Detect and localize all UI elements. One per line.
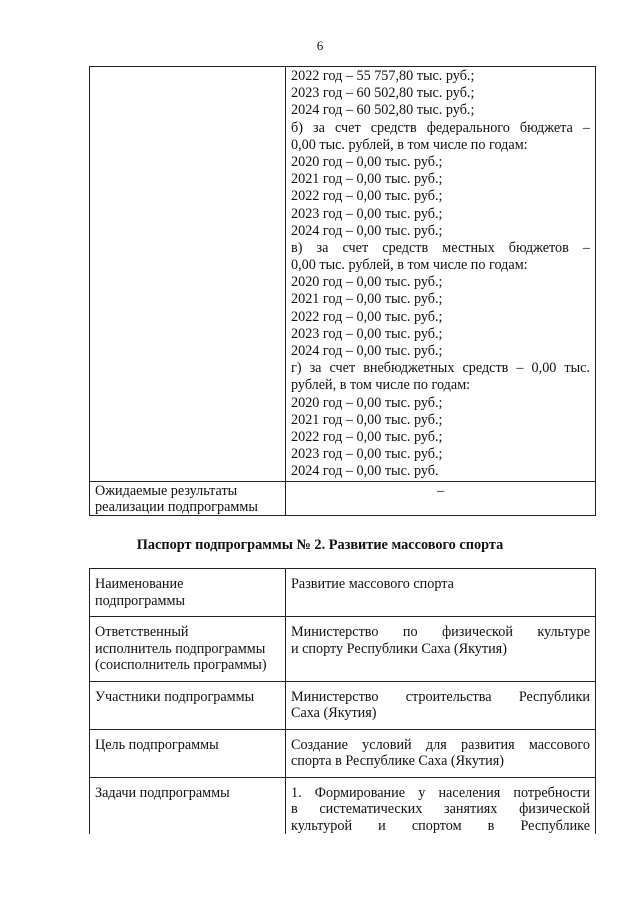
page-number: 6 — [316, 38, 324, 53]
expected-results-label-line: реализации подпрограммы — [95, 498, 258, 515]
value-line: Министерство по физической культуре — [291, 624, 590, 640]
funding-line: 2020 год – 0,00 тыс. руб.; — [291, 153, 443, 170]
expected-results-value: – — [286, 481, 596, 515]
funding-line: 2020 год – 0,00 тыс. руб.; — [291, 274, 443, 291]
passport-value-responsible — [286, 617, 596, 682]
value-line: 1. Формирование у населения потребности — [291, 784, 590, 801]
funding-line: 2024 год – 0,00 тыс. руб.; — [291, 222, 443, 239]
funding-line: 2024 год – 0,00 тыс. руб.; — [291, 343, 443, 359]
label-line: Ответственный — [95, 624, 189, 640]
passport-row-name — [90, 569, 596, 617]
funding-line: 2023 год – 0,00 тыс. руб.; — [291, 325, 443, 342]
funding-line: 2021 год – 0,00 тыс. руб.; — [291, 171, 443, 188]
expected-results-label-line: Ожидаемые результаты — [95, 482, 238, 499]
funding-line: в) за счет средств местных бюджетов – — [291, 239, 590, 256]
value-line: Создание условий для развития массового — [291, 736, 590, 753]
expected-results-row — [90, 481, 596, 515]
funding-line: 2021 год – 0,00 тыс. руб.; — [291, 291, 443, 308]
funding-line: рублей, в том числе по годам: — [291, 377, 471, 394]
passport-label-name — [90, 569, 286, 617]
funding-line: 2022 год – 0,00 тыс. руб.; — [291, 428, 443, 445]
funding-line: 2023 год – 60 502,80 тыс. руб.; — [291, 85, 475, 102]
funding-table — [89, 66, 596, 516]
funding-line: 2023 год – 0,00 тыс. руб.; — [291, 205, 443, 222]
funding-line: 0,00 тыс. рублей, в том числе по годам: — [291, 257, 528, 274]
funding-line: 2023 год – 0,00 тыс. руб.; — [291, 446, 443, 463]
passport-title: Паспорт подпрограммы № 2. Развитие массового спорта — [136, 537, 504, 553]
funding-line: 2024 год – 0,00 тыс. руб. — [291, 463, 439, 480]
passport-value-tasks — [286, 777, 596, 834]
passport-label-goal: Цель подпрограммы — [90, 729, 286, 777]
label-line: Наименование — [95, 576, 184, 592]
value-line: Министерство строительства Республики — [291, 688, 590, 705]
value-line: культурой и спортом в Республике — [291, 817, 590, 834]
funding-line: 2022 год – 0,00 тыс. руб.; — [291, 188, 443, 205]
funding-line: б) за счет средств федерального бюджета – — [291, 119, 590, 136]
value-line: и спорту Республики Саха (Якутия) — [291, 640, 507, 657]
expected-results-label — [90, 481, 286, 515]
funding-line: 2024 год – 60 502,80 тыс. руб.; — [291, 102, 475, 119]
funding-label-cell — [90, 67, 286, 482]
passport-row-responsible — [90, 617, 596, 682]
passport-label-tasks: Задачи подпрограммы — [90, 777, 286, 834]
funding-line: 0,00 тыс. рублей, в том числе по годам: — [291, 136, 528, 153]
funding-line: г) за счет внебюджетных средств – 0,00 тыс. — [291, 360, 590, 377]
value-line: спорта в Республике Саха (Якутия) — [291, 753, 504, 769]
value-line: в систематических занятиях физической — [291, 801, 590, 817]
passport-value-name: Развитие массового спорта — [286, 569, 596, 617]
label-line: подпрограммы — [95, 592, 185, 609]
value-line: Саха (Якутия) — [291, 705, 377, 721]
passport-label-participants: Участники подпрограммы — [90, 681, 286, 729]
passport-label-responsible — [90, 617, 286, 682]
funding-line: 2020 год – 0,00 тыс. руб.; — [291, 394, 443, 411]
funding-row — [90, 67, 596, 482]
passport-value-goal — [286, 729, 596, 777]
passport-value-participants — [286, 681, 596, 729]
passport-row-participants — [90, 681, 596, 729]
label-line: исполнитель подпрограммы — [95, 640, 266, 657]
label-line: (соисполнитель программы) — [95, 657, 267, 673]
funding-line: 2022 год – 55 757,80 тыс. руб.; — [291, 68, 475, 84]
funding-line: 2022 год – 0,00 тыс. руб.; — [291, 308, 443, 325]
passport-row-goal — [90, 729, 596, 777]
passport-table — [89, 568, 596, 834]
funding-line: 2021 год – 0,00 тыс. руб.; — [291, 411, 443, 428]
funding-value-cell — [286, 67, 596, 482]
passport-row-tasks — [90, 777, 596, 834]
